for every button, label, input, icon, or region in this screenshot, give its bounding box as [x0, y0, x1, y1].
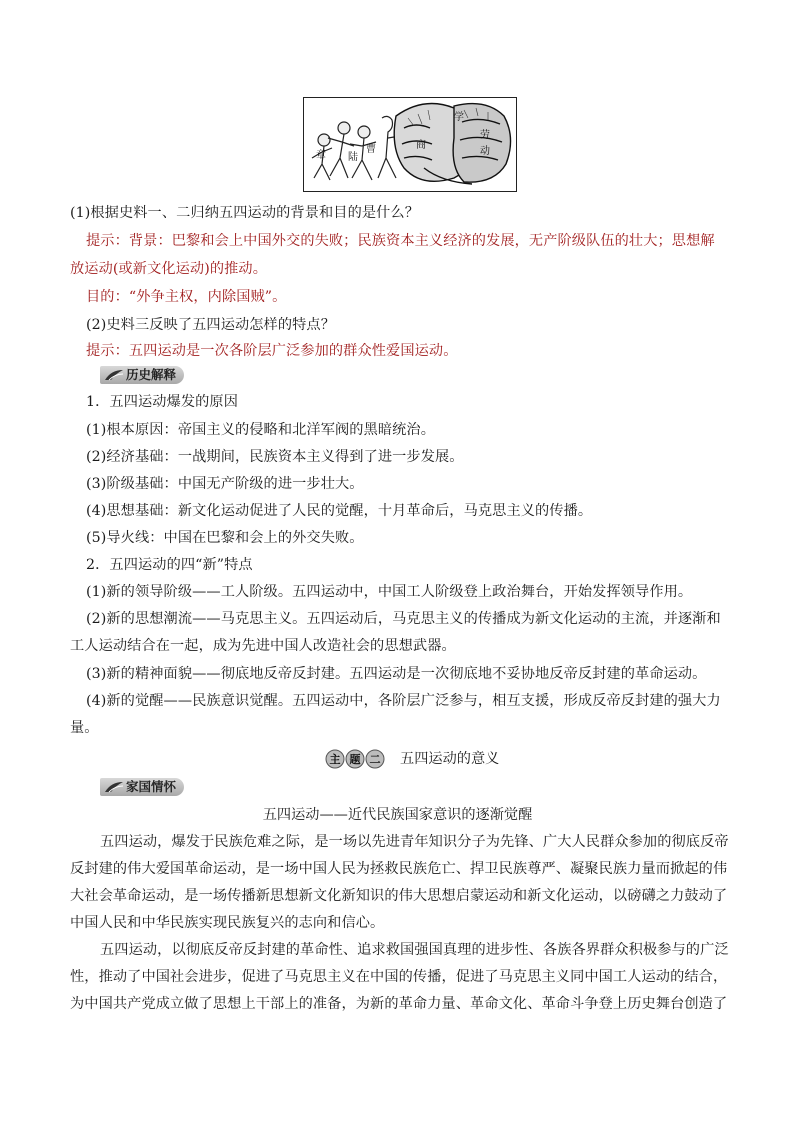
section-1-item-4: (4)思想基础：新文化运动促进了人民的觉醒，十月革命后，马克思主义的传播。 [86, 503, 593, 519]
theme-title: 五四运动的意义 [400, 751, 500, 767]
section-1-item-1: (1)根本原因：帝国主义的侵略和北洋军阀的黑暗统治。 [86, 422, 436, 438]
article-line-3: 大社会革命运动，是一场传播新思想新文化新知识的伟大思想启蒙运动和新文化运动，以磅礴之力鼓动了 [70, 888, 728, 904]
question-2: (2)史料三反映了五四运动怎样的特点？ [86, 317, 335, 333]
cartoon-label-cao: 曹 [366, 144, 376, 155]
hint-1-line-3: 目的：“外争主权，内除国贼”。 [86, 289, 287, 305]
section-2-line-1: (1)新的领导阶级——工人阶级。五四运动中，中国工人阶级登上政治舞台，开始发挥领导作用。 [86, 584, 693, 600]
article-line-1: 五四运动，爆发于民族危难之际，是一场以先进青年知识分子为先锋、广大人民群众参加的彻底反帝 [100, 834, 729, 850]
article-title: 五四运动——近代民族国家意识的逐渐觉醒 [262, 807, 533, 823]
section-1-item-2: (2)经济基础：一战期间，民族资本主义得到了进一步发展。 [86, 449, 464, 465]
banner-family-country-label: 家国情怀 [126, 779, 177, 794]
section-1-item-3: (3)阶级基础：中国无产阶级的进一步壮大。 [86, 476, 364, 492]
section-2-line-4: (3)新的精神面貌——彻底地反帝反封建。五四运动是一次彻底地不妥协地反帝反封建的革命运动。 [86, 666, 707, 682]
cartoon-label-dong: 动 [480, 146, 490, 157]
hint-1-line-2: 放运动(或新文化运动)的推动。 [70, 261, 268, 277]
section-2-line-5: (4)新的觉醒——民族意识觉醒。五四运动中，各阶层广泛参与，相互支援，形成反帝反封建的强大力 [86, 693, 721, 709]
cartoon-image [303, 97, 517, 192]
article-line-5: 五四运动，以彻底反帝反封建的革命性、追求救国强国真理的进步性、各族各界群众积极参与的广泛 [100, 942, 729, 958]
cartoon-drawing [304, 98, 515, 190]
hint-2: 提示：五四运动是一次各阶层广泛参加的群众性爱国运动。 [86, 343, 458, 359]
cartoon-label-zhang: 章 [316, 150, 326, 161]
cartoon-label-lu: 陆 [348, 152, 358, 163]
cartoon-label-lao: 劳 [480, 130, 490, 141]
hint-1-line-1: 提示：背景：巴黎和会上中国外交的失败；民族资本主义经济的发展，无产阶级队伍的壮大；思想解 [86, 233, 715, 249]
article-line-6: 性，推动了中国社会进步，促进了马克思主义在中国的传播，促进了马克思主义同中国工人运动的结合， [70, 969, 728, 985]
article-line-7: 为中国共产党成立做了思想上干部上的准备，为新的革命力量、革命文化、革命斗争登上历史舞台创造了 [70, 996, 728, 1012]
banner-history-explanation-label: 历史解释 [126, 367, 177, 382]
article-line-2: 反封建的伟大爱国革命运动，是一场中国人民为拯救民族危亡、捍卫民族尊严、凝聚民族力量而掀起的伟 [70, 861, 728, 877]
brush-icon [103, 780, 125, 794]
section-1-item-5: (5)导火线：中国在巴黎和会上的外交失败。 [86, 530, 364, 546]
theme-badge-graphic [325, 749, 385, 769]
cartoon-label-xue: 学 [454, 112, 464, 123]
section-2-line-6: 量。 [70, 720, 99, 736]
question-1: (1)根据史料一、二归纳五四运动的背景和目的是什么？ [70, 205, 420, 221]
theme-badge [325, 749, 385, 769]
section-2-line-2: (2)新的思想潮流——马克思主义。五四运动后，马克思主义的传播成为新文化运动的主流，并逐渐和 [86, 611, 721, 627]
section-2-title: 2．五四运动的四“新”特点 [86, 557, 253, 573]
banner-family-country [100, 778, 184, 796]
theme-badge-char-3: 二 [369, 753, 381, 766]
cartoon-label-shang: 商 [416, 140, 426, 151]
brush-icon [103, 368, 125, 382]
section-2-line-3: 工人运动结合在一起，成为先进中国人改造社会的思想武器。 [70, 638, 456, 654]
article-line-4: 中国人民和中华民族实现民族复兴的志向和信心。 [70, 915, 385, 931]
theme-badge-char-2: 题 [349, 753, 361, 766]
banner-history-explanation [100, 366, 184, 384]
theme-badge-char-1: 主 [329, 753, 341, 766]
section-1-title: 1．五四运动爆发的原因 [86, 394, 239, 410]
